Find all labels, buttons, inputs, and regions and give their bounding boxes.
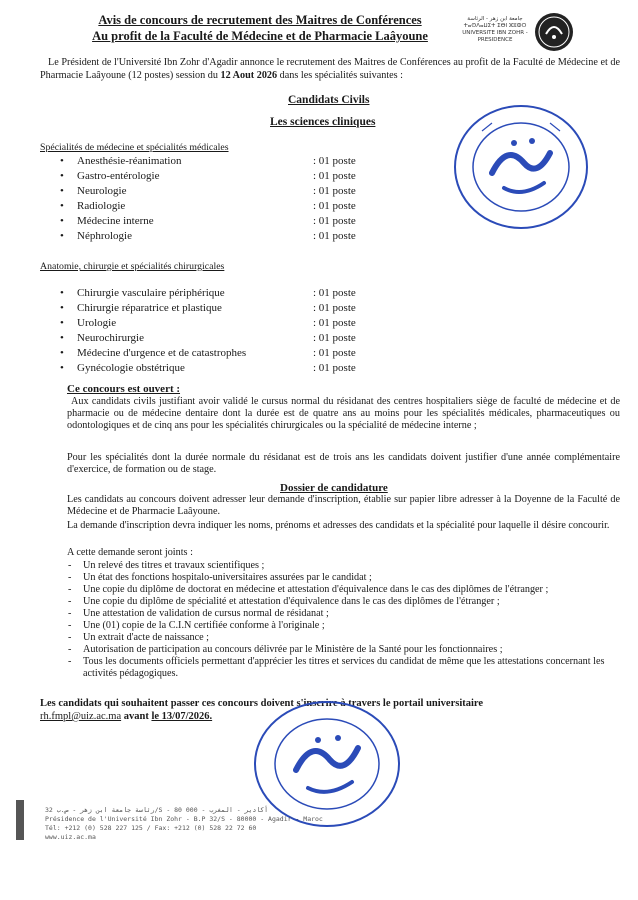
list-item: • Neurochirurgie : 01 poste	[60, 332, 356, 344]
group1-list	[60, 154, 390, 244]
list-item: - Une copie du diplôme de spécialité et attestation d'équivalence dans le cas des diplômes de l'étranger ;	[64, 596, 624, 608]
list-item: - Un extrait d'acte de naissance ;	[64, 632, 624, 644]
footer-mark	[16, 800, 24, 840]
session-date: 12 Aout 2026	[220, 69, 278, 81]
list-item: • Gastro-entérologie : 01 poste	[60, 170, 356, 182]
contact-email[interactable]: rh.fmpl@uiz.ac.ma	[40, 711, 122, 722]
list-item: • Médecine interne : 01 poste	[60, 215, 356, 227]
list-item: - Autorisation de participation au concours délivrée par le Ministère de la Santé pour les fonctionnaires ;	[64, 644, 624, 656]
closing-line: Les candidats qui souhaitent passer ces concours doivent s'inscrire à travers le portail universitaire	[40, 698, 484, 709]
list-item: - Une attestation de validation de cursus normal de résidanat ;	[64, 608, 624, 620]
list-item: • Gynécologie obstétrique : 01 poste	[60, 362, 356, 374]
list-item: - Une copie du diplôme de doctorat en médecine et attestation d'équivalence dans le cas des diplômes de l'étranger ;	[64, 584, 624, 596]
faculty-seal-icon	[252, 700, 402, 828]
group2-heading: Anatomie, chirurgie et spécialités chirurgicales	[40, 261, 225, 272]
univ-latin: UNIVERSITE IBN ZOHR - PRESIDENCE	[462, 30, 528, 43]
list-item: - Un relevé des titres et travaux scientifiques ;	[64, 560, 624, 572]
list-item: - Une (01) copie de la C.I.N certifiée conforme à l'originale ;	[64, 620, 624, 632]
dossier-paragraph-1: Les candidats au concours doivent adresser leur demande d'inscription, établie sur papier libre adresser à la Doyenne de la Faculté de Médecine et de Pharmacie Laâyoune.	[67, 494, 620, 517]
footer-website[interactable]: www.uiz.ac.ma	[45, 833, 96, 841]
deadline-date: le 13/07/2026.	[151, 711, 213, 722]
dossier-paragraph-2: La demande d'inscription devra indiquer les noms, prénoms et adresses des candidats et la spécialité pour laquelle il désire concourir.	[67, 520, 610, 531]
group2-list	[60, 286, 390, 376]
list-item: • Neurologie : 01 poste	[60, 185, 356, 197]
footer-phone: Tél: +212 (0) 528 227 125 / Fax: +212 (0) 528 22 72 60	[45, 824, 257, 832]
open-heading: Ce concours est ouvert :	[67, 383, 181, 395]
list-item: • Anesthésie-réanimation : 01 poste	[60, 155, 356, 167]
list-item: • Radiologie : 01 poste	[60, 200, 356, 212]
footer-arabic: رئاسة جامعة ابن زهر - ص.ب 32/S - 80 000 - أكادير - المغرب	[45, 806, 269, 814]
candidats-civils-heading: Candidats Civils	[288, 94, 370, 106]
footer-address: Présidence de l'Université Ibn Zohr - B.P 32/S - 80000 - Agadir - Maroc	[45, 815, 323, 823]
univ-arabic: جامعة ابن زهر - الرئاسة	[467, 16, 523, 22]
list-item: • Chirurgie réparatrice et plastique : 01 poste	[60, 302, 356, 314]
sciences-cliniques-heading: Les sciences cliniques	[270, 116, 376, 128]
title-line-2: Au profit de la Faculté de Médecine et de Pharmacie Laâyoune	[92, 29, 428, 43]
open-paragraph-2: Pour les spécialités dont la durée normale du résidanat est de trois ans les candidats doivent justifier d'une année complémentaire d'exercice, de formation ou de stage.	[67, 452, 620, 475]
open-paragraph-1: Aux candidats civils justifiant avoir validé le cursus normal du résidanat des centres hospitaliers siège de faculté de médecine et de pharmacie ou de médecine dentaire dont la durée est de quatre ans au moins pour les spécialités médicales, pharmaceutiques ou odontologiques et de cinq ans pour les spécialités chirurgicales ou la spécialité de médecine interne ;	[67, 396, 620, 431]
documents-list	[64, 560, 624, 680]
dossier-paragraph-3: A cette demande seront joints :	[67, 547, 193, 558]
title-line-1: Avis de concours de recrutement des Maitres de Conférences	[98, 13, 422, 27]
dossier-heading: Dossier de candidature	[280, 482, 388, 494]
list-item: - Tous les documents officiels permettant d'apprécier les titres et services du candidat de même que les attestations concernant les activités pédagogiques.	[64, 656, 624, 680]
intro-paragraph: Le Président de l'Université Ibn Zohr d'Agadir annonce le recrutement des Maitres de Conférences au profit de la Faculté de Médecine et de Pharmacie Laâyoune (12 postes) session du 12 Aout 2026 dans les spécialités suivantes :	[40, 57, 620, 81]
closing-deadline: rh.fmpl@uiz.ac.ma avant le 13/07/2026.	[40, 711, 213, 722]
univ-tifinagh: ⵜⴰⵙⴷⴰⵡⵉⵜ ⵉⴱⵏ ⵣⵓⵀⵔ	[463, 23, 527, 29]
list-item: • Médecine d'urgence et de catastrophes : 01 poste	[60, 347, 356, 359]
university-emblem-icon	[534, 12, 574, 52]
list-item: • Chirurgie vasculaire périphérique : 01 poste	[60, 287, 356, 299]
list-item: • Urologie : 01 poste	[60, 317, 356, 329]
university-logo-text	[455, 16, 535, 46]
group1-heading: Spécialités de médecine et spécialités médicales	[40, 142, 229, 153]
faculty-seal-icon	[452, 103, 590, 231]
list-item: - Un état des fonctions hospitalo-universitaires assurées par le candidat ;	[64, 572, 624, 584]
list-item: • Néphrologie : 01 poste	[60, 230, 356, 242]
